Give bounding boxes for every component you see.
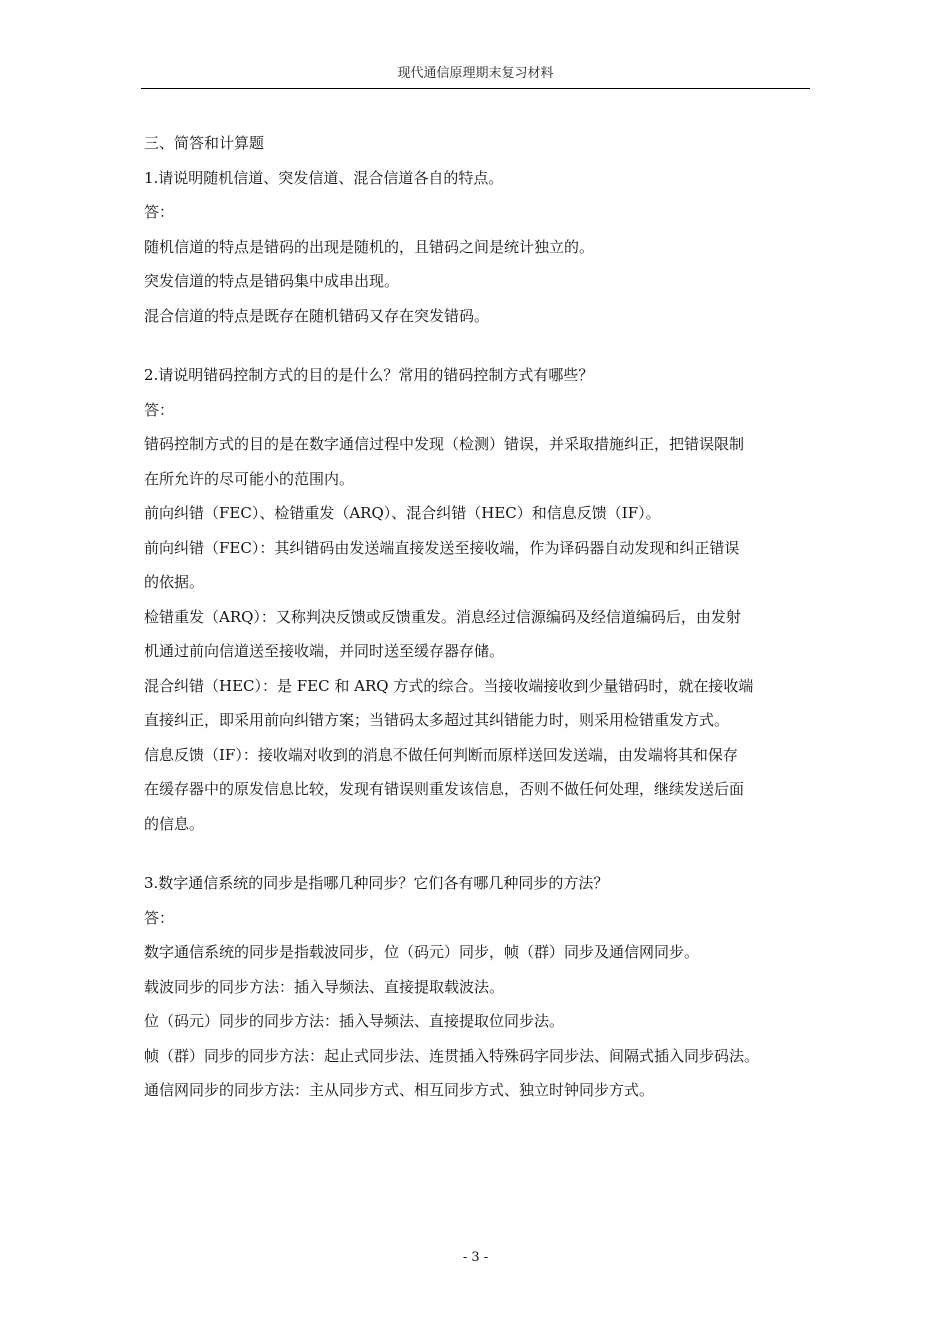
answer-3-line: 通信网同步的同步方法：主从同步方式、相互同步方式、独立时钟同步方式。 xyxy=(144,1081,655,1099)
question-1: 1.请说明随机信道、突发信道、混合信道各自的特点。 xyxy=(144,168,504,187)
document-body xyxy=(144,126,810,1108)
header-divider xyxy=(141,88,810,89)
answer-2-line: 错码控制方式的目的是在数字通信过程中发现（检测）错误，并采取措施纠正，把错误限制 xyxy=(144,435,745,453)
question-3-block xyxy=(144,866,810,1108)
question-3: 3.数字通信系统的同步是指哪几种同步？它们各有哪几种同步的方法？ xyxy=(144,874,609,892)
answer-2-line: 前向纠错（FEC）、检错重发（ARQ）、混合纠错（HEC）和信息反馈（IF）。 xyxy=(144,504,661,522)
answer-1-line: 随机信道的特点是错码的出现是随机的，且错码之间是统计独立的。 xyxy=(144,237,595,256)
question-1-block xyxy=(144,161,810,334)
answer-2-line: 机通过前向信道送至接收端，并同时送至缓存器存储。 xyxy=(144,642,505,660)
answer-label-2: 答： xyxy=(144,400,175,419)
answer-2-line: 混合纠错（HEC）：是 FEC 和 ARQ 方式的综合。当接收端接收到少量错码时，就在接收端 xyxy=(144,676,754,695)
section-title: 三、简答和计算题 xyxy=(144,134,265,152)
question-2: 2.请说明错码控制方式的目的是什么？常用的错码控制方式有哪些？ xyxy=(144,366,594,384)
answer-1-line: 突发信道的特点是错码集中成串出现。 xyxy=(144,272,400,290)
answer-3-line: 位（码元）同步的同步方法：插入导频法、直接提取位同步法。 xyxy=(144,1012,565,1030)
question-2-block xyxy=(144,358,810,841)
answer-1-line: 混合信道的特点是既存在随机错码又存在突发错码。 xyxy=(144,306,490,325)
answer-label-1: 答： xyxy=(144,203,175,221)
paragraph-gap xyxy=(144,333,810,358)
answer-2-line: 的依据。 xyxy=(144,573,205,591)
answer-2-line: 检错重发（ARQ）：又称判决反馈或反馈重发。消息经过信源编码及经信道编码后，由发射 xyxy=(144,607,741,626)
answer-2-line: 信息反馈（IF）：接收端对收到的消息不做任何判断而原样送回发送端，由发端将其和保存 xyxy=(144,745,738,764)
answer-2-line: 直接纠正，即采用前向纠错方案；当错码太多超过其纠错能力时，则采用检错重发方式。 xyxy=(144,711,730,729)
page-number: - 3 - xyxy=(462,1250,489,1265)
paragraph-gap xyxy=(144,841,810,866)
answer-2-line: 的信息。 xyxy=(144,814,205,833)
answer-2-line: 前向纠错（FEC）：其纠错码由发送端直接发送至接收端，作为译码器自动发现和纠正错误 xyxy=(144,538,740,557)
answer-3-line: 帧（群）同步的同步方法：起止式同步法、连贯插入特殊码字同步法、间隔式插入同步码法。 xyxy=(144,1046,760,1065)
answer-label-3: 答： xyxy=(144,908,175,927)
answer-2-line: 在所允许的尽可能小的范围内。 xyxy=(144,469,355,488)
answer-3-line: 数字通信系统的同步是指载波同步，位（码元）同步，帧（群）同步及通信网同步。 xyxy=(144,943,700,961)
page-header: 现代通信原理期末复习材料 xyxy=(397,66,554,81)
answer-2-line: 在缓存器中的原发信息比较，发现有错误则重发该信息，否则不做任何处理，继续发送后面 xyxy=(144,780,745,798)
answer-3-line: 载波同步的同步方法：插入导频法、直接提取载波法。 xyxy=(144,977,505,996)
